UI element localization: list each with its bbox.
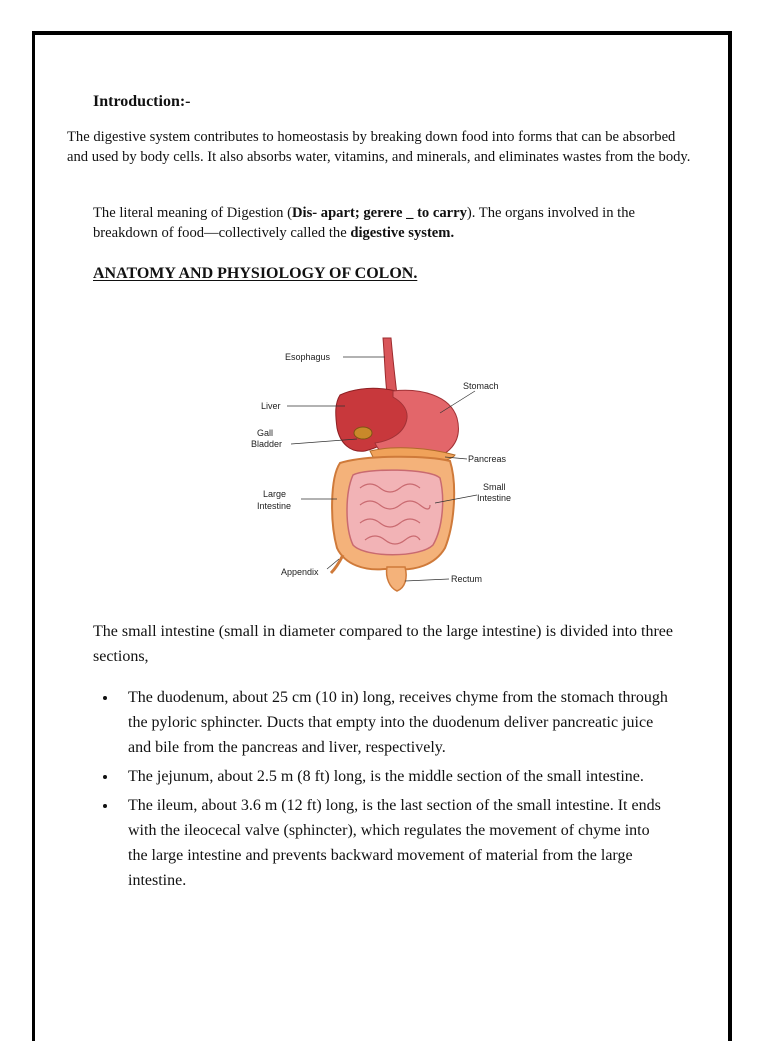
digestive-system-diagram xyxy=(245,333,535,595)
label-esophagus: Esophagus xyxy=(285,352,331,362)
literal-bold-2: digestive system. xyxy=(350,224,455,241)
label-small-intestine: Intestine xyxy=(477,493,512,503)
small-intestine-sections-list xyxy=(93,685,673,897)
label-small: Small xyxy=(483,482,506,492)
intro-paragraph: The digestive system contributes to homeostasis by breaking down food into forms that can be absorbed and used by body cells. It also absorbs water, vitamins, and minerals, and eliminates wastes from the body. xyxy=(67,129,691,165)
label-large: Large xyxy=(263,489,287,499)
label-appendix: Appendix xyxy=(281,567,319,577)
label-large-intestine: Intestine xyxy=(257,501,292,511)
intro-heading: Introduction:- xyxy=(93,93,191,110)
gall-bladder-shape xyxy=(354,427,372,439)
bullet-text: The duodenum, about 25 cm (10 in) long, receives chyme from the stomach through the pyloric sphincter. Ducts that empty into the duodenum deliver pancreatic juice and bile from the pancreas and liver, respectively. xyxy=(128,689,668,756)
section-heading: ANATOMY AND PHYSIOLOGY OF COLON. xyxy=(93,265,418,282)
bullet-dot xyxy=(103,775,107,779)
label-bladder: Bladder xyxy=(251,439,283,449)
bullet-text: The ileum, about 3.6 m (12 ft) long, is the last section of the small intestine. It ends with the ileocecal valve (sphincter), which regulates the movement of chyme into the large intestine and prevents backward movement of material from the large intestine. xyxy=(128,797,661,889)
digestive-system-figure xyxy=(245,333,535,595)
bullet-text: The jejunum, about 2.5 m (8 ft) long, is the middle section of the small intestine. xyxy=(128,768,644,785)
list-item xyxy=(93,793,673,893)
bullet-dot xyxy=(103,696,107,700)
esophagus-shape xyxy=(383,338,397,395)
label-rectum: Rectum xyxy=(451,574,483,584)
bullet-dot xyxy=(103,804,107,808)
label-liver: Liver xyxy=(261,401,281,411)
literal-text-2: ). The organs involved in the breakdown of food—collectively called the xyxy=(93,205,635,241)
list-item xyxy=(93,764,673,789)
literal-bold-1: Dis- apart; gerere _ to carry xyxy=(291,205,467,221)
list-item xyxy=(93,685,673,760)
label-pancreas: Pancreas xyxy=(468,454,507,464)
small-intestine-intro: The small intestine (small in diameter compared to the large intestine) is divided into three sections, xyxy=(93,623,673,665)
rectum-shape xyxy=(387,567,407,591)
label-stomach: Stomach xyxy=(463,381,499,391)
literal-meaning-paragraph xyxy=(93,204,703,243)
literal-text-1: The literal meaning of Digestion ( xyxy=(93,205,292,221)
rectum-leader xyxy=(405,579,449,581)
label-gall: Gall xyxy=(257,428,274,438)
small-intestine-shape xyxy=(347,470,443,555)
